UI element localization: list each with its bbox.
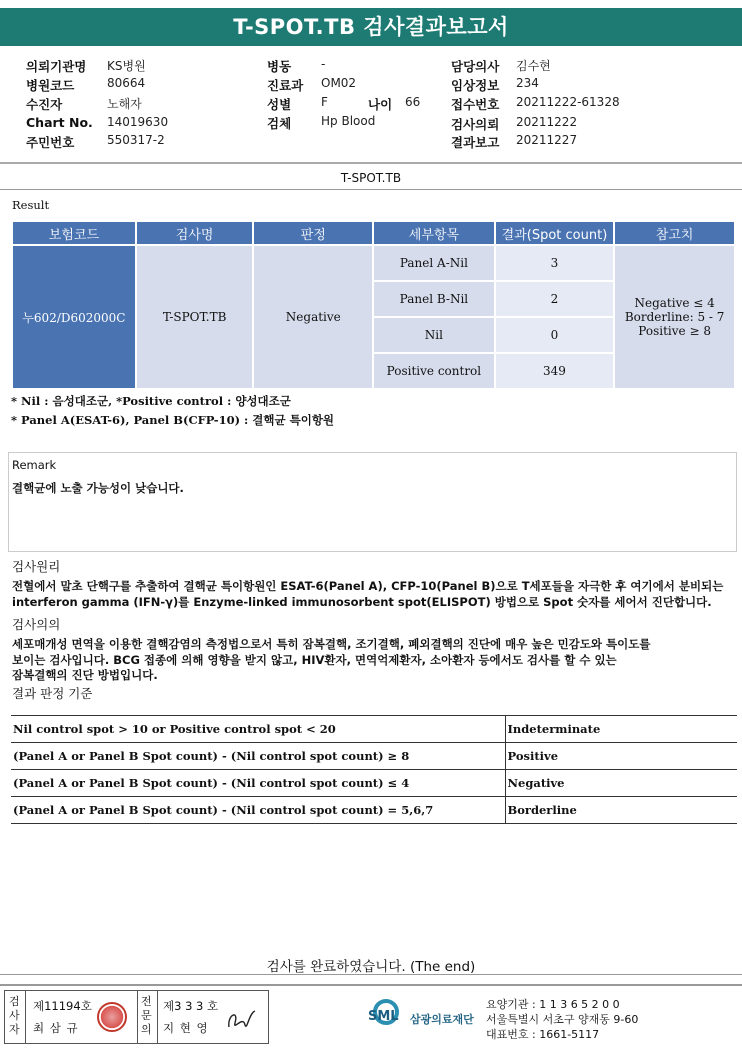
divider [0, 984, 742, 986]
reference-borderline: Borderline: 5 - 7 [624, 310, 725, 324]
header-judgement: 판정 [253, 221, 373, 245]
phone: 대표번호 : 1661-5117 [486, 1028, 600, 1041]
reference-positive: Positive ≥ 8 [638, 324, 711, 338]
detail-item: Nil [373, 317, 495, 353]
specialist-name: 지 현 영 [163, 1021, 209, 1035]
insurance-code: 누602/D602000C [12, 245, 136, 389]
reference-range [614, 245, 735, 389]
judgement: Negative [253, 245, 373, 389]
reference-negative: Negative ≤ 4 [634, 296, 715, 310]
criteria-result: Borderline [505, 797, 737, 824]
criteria-table [11, 715, 737, 824]
remark-box [8, 452, 737, 552]
chart-label: Chart No. [26, 115, 93, 130]
ward-value: - [321, 57, 326, 71]
specialist-label: 전문의 [141, 995, 152, 1036]
rrn-value: 550317-2 [107, 133, 165, 147]
doctor-label: 담당의사 [451, 59, 500, 74]
criteria-condition: Nil control spot > 10 or Positive control spot < 20 [11, 716, 505, 743]
receipt-value: 20211222-61328 [516, 95, 620, 109]
result-table [11, 220, 736, 390]
report-date-value: 20211227 [516, 133, 578, 147]
patient-label: 수진자 [26, 97, 63, 112]
sex-value: F [321, 95, 328, 109]
principle-label: 검사원리 [12, 559, 61, 574]
request-label: 검사의뢰 [451, 117, 500, 132]
header-test: 검사명 [136, 221, 254, 245]
criteria-label: 결과 판정 기준 [12, 686, 93, 701]
divider [0, 162, 742, 164]
detail-item: Panel A-Nil [373, 245, 495, 281]
dept-label: 진료과 [267, 78, 304, 93]
significance-line: 보이는 검사입니다. BCG 접종에 의해 영향을 받지 않고, HIV환자, 면역억제환자, 소아환자 등에서도 검사를 할 수 있는 [12, 653, 617, 667]
specimen-label: 검체 [267, 116, 292, 131]
end-text: 검사를 완료하였습니다. (The end) [266, 959, 476, 975]
header-item: 세부항목 [373, 221, 495, 245]
report-title: T-SPOT.TB 검사결과보고서 [0, 8, 742, 46]
ward-label: 병동 [267, 59, 292, 74]
patient-info [0, 55, 742, 155]
criteria-result: Indeterminate [505, 716, 737, 743]
criteria-condition: (Panel A or Panel B Spot count) - (Nil control spot count) ≤ 4 [11, 770, 505, 797]
doctor-value: 김수현 [516, 59, 551, 73]
spot-count: 349 [495, 353, 615, 389]
clinical-value: 234 [516, 76, 539, 90]
hospital-code-label: 병원코드 [26, 78, 75, 93]
criteria-condition: (Panel A or Panel B Spot count) - (Nil control spot count) = 5,6,7 [11, 797, 505, 824]
spot-count: 2 [495, 281, 615, 317]
rrn-label: 주민번호 [26, 135, 75, 150]
specimen-value: Hp Blood [321, 114, 376, 128]
section-title: T-SPOT.TB [340, 171, 402, 185]
divider [0, 189, 742, 190]
tester-name: 최 삼 규 [33, 1021, 79, 1035]
significance-line: 잠복결핵의 진단 방법입니다. [12, 668, 158, 682]
age-label: 나이 [368, 97, 393, 112]
institution-info [486, 997, 638, 1042]
spot-count: 0 [495, 317, 615, 353]
header-reference: 참고치 [614, 221, 735, 245]
request-value: 20211222 [516, 115, 578, 129]
signature-icon [225, 1005, 261, 1035]
detail-item: Panel B-Nil [373, 281, 495, 317]
criteria-result: Positive [505, 743, 737, 770]
test-name: T-SPOT.TB [136, 245, 254, 389]
age-value: 66 [405, 95, 421, 109]
significance-label: 검사의의 [12, 617, 61, 632]
note-panels: * Panel A(ESAT-6), Panel B(CFP-10) : 결핵균 특이항원 [11, 413, 335, 427]
criteria-condition: (Panel A or Panel B Spot count) - (Nil control spot count) ≥ 8 [11, 743, 505, 770]
header-result: 결과(Spot count) [495, 221, 615, 245]
tester-label: 검사자 [9, 995, 20, 1036]
receipt-label: 접수번호 [451, 97, 500, 112]
significance-line: 세포매개성 면역을 이용한 결핵감염의 측정법으로서 특히 잠복결핵, 조기결핵, 폐외결핵의 진단에 매우 높은 민감도와 특이도를 [12, 637, 651, 651]
chart-value: 14019630 [107, 115, 169, 129]
remark-label: Remark [12, 458, 57, 472]
lab-code: 요양기관 : 1 1 3 6 5 2 0 0 [486, 998, 620, 1011]
official-seal-icon [97, 1002, 127, 1032]
note-controls: * Nil : 음성대조군, *Positive control : 양성대조군 [11, 394, 291, 408]
report-date-label: 결과보고 [451, 135, 500, 150]
address: 서울특별시 서초구 양재동 9-60 [486, 1013, 639, 1026]
hospital-label: 의뢰기관명 [26, 59, 87, 74]
result-label: Result [12, 198, 50, 212]
spot-count: 3 [495, 245, 615, 281]
hospital-code-value: 80664 [107, 76, 146, 90]
criteria-result: Negative [505, 770, 737, 797]
remark-text: 결핵균에 노출 가능성이 낮습니다. [12, 481, 184, 495]
principle-line: interferon gamma (IFN-γ)를 Enzyme-linked immunosorbent spot(ELISPOT) 방법으로 Spot 숫자를 세어서 진단합니다. [12, 595, 712, 609]
detail-item: Positive control [373, 353, 495, 389]
org-name: 삼광의료재단 [410, 1013, 474, 1026]
hospital-value: KS병원 [107, 59, 146, 73]
header-code: 보험코드 [12, 221, 136, 245]
clinical-label: 임상정보 [451, 78, 500, 93]
signature-box [4, 990, 269, 1044]
logo-text: SML [368, 1009, 399, 1024]
tester-number: 제11194호 [33, 999, 92, 1013]
specialist-number: 제3 3 3 호 [163, 999, 219, 1013]
principle-line: 전혈에서 말초 단핵구를 추출하여 결핵균 특이항원인 ESAT-6(Panel A), CFP-10(Panel B)으로 T세포들을 자극한 후 여기에서 분비되는 [12, 579, 724, 593]
patient-value: 노해자 [107, 97, 142, 111]
dept-value: OM02 [321, 76, 357, 90]
sex-label: 성별 [267, 97, 292, 112]
